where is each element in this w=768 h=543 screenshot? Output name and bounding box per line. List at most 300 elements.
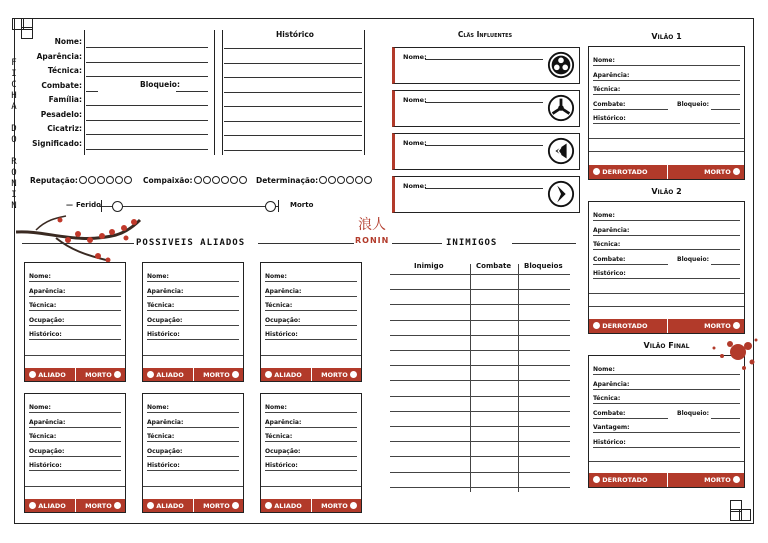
ally-blank-line[interactable] xyxy=(147,478,239,488)
enemy-row-line[interactable] xyxy=(390,472,570,473)
enemy-row-line[interactable] xyxy=(390,335,570,336)
enemy-row-line[interactable] xyxy=(390,456,570,457)
villain-field[interactable] xyxy=(593,57,740,67)
tomoe-icon xyxy=(547,51,575,79)
villain2-card xyxy=(588,201,745,334)
clan-box[interactable] xyxy=(392,133,580,170)
enemy-row-line[interactable] xyxy=(390,396,570,397)
ally-label: ALIADO xyxy=(274,371,302,379)
reputacao-label: Reputação: xyxy=(30,176,78,185)
clan-box[interactable] xyxy=(392,90,580,127)
tracker-circle[interactable] xyxy=(79,176,87,184)
enemy-row-line[interactable] xyxy=(390,487,570,488)
character-field[interactable] xyxy=(22,52,208,64)
field-label: Nome: xyxy=(54,37,82,46)
ally-status-bar xyxy=(25,499,125,512)
ally-status-bar xyxy=(261,368,361,381)
vertical-title-letter: I xyxy=(11,69,17,79)
tracker-circle[interactable] xyxy=(328,176,336,184)
ally-toggle[interactable] xyxy=(29,371,66,379)
tracker-circle[interactable] xyxy=(88,176,96,184)
historico-line[interactable] xyxy=(224,106,362,107)
villain-field[interactable] xyxy=(593,424,740,434)
ally-field[interactable] xyxy=(265,288,357,298)
clans-title: Clãs Influentes xyxy=(457,30,513,39)
tracker-circle[interactable] xyxy=(364,176,372,184)
field-label: Aparência: xyxy=(36,51,82,61)
villain-field[interactable] xyxy=(593,101,740,111)
ally-field[interactable] xyxy=(147,273,239,283)
villain-field[interactable] xyxy=(593,410,740,420)
field-label: Família: xyxy=(48,95,82,104)
ally-dot-icon xyxy=(29,502,36,509)
field-line xyxy=(29,325,121,326)
enemy-row-line[interactable] xyxy=(390,320,570,321)
field-line xyxy=(593,418,668,419)
vertical-title-letter: O xyxy=(11,168,17,178)
col-bloqueios: Bloqueios xyxy=(524,262,563,270)
field-line xyxy=(86,149,208,150)
vertical-title-letter: H xyxy=(11,91,17,101)
field-label: Técnica: xyxy=(147,302,175,309)
defeated-toggle[interactable] xyxy=(593,476,648,484)
ally-status-bar xyxy=(25,368,125,381)
col-inimigo: Inimigo xyxy=(414,262,444,270)
ally-blank-line[interactable] xyxy=(265,478,357,488)
villain-status-bar xyxy=(589,319,744,333)
determinacao-tracker[interactable] xyxy=(256,176,372,185)
tracker-circle[interactable] xyxy=(194,176,202,184)
field-label: Histórico: xyxy=(593,115,626,122)
determinacao-label: Determinação: xyxy=(256,176,319,185)
field-line xyxy=(261,486,361,487)
tick xyxy=(278,200,279,212)
field-line xyxy=(176,91,208,92)
field-line xyxy=(29,339,121,340)
ally-field[interactable] xyxy=(29,419,121,429)
col-divider xyxy=(470,264,471,492)
field-label: Aparência: xyxy=(265,418,302,426)
field-line xyxy=(711,109,740,110)
enemy-row-line[interactable] xyxy=(390,380,570,381)
villain-status-bar xyxy=(589,473,744,487)
tracker-circle[interactable] xyxy=(319,176,327,184)
ally-toggle[interactable] xyxy=(29,502,66,510)
clan-name-line xyxy=(425,102,543,103)
dead-dot-icon xyxy=(350,502,357,509)
field-line xyxy=(147,325,239,326)
field-line xyxy=(143,486,243,487)
field-line xyxy=(29,310,121,311)
field-label: Técnica: xyxy=(147,433,175,440)
field-label: Ocupação: xyxy=(265,316,301,324)
field-label: Pesadelo: xyxy=(40,109,82,119)
field-line xyxy=(29,281,121,282)
field-label: Técnica: xyxy=(29,302,57,309)
dead-dot-icon xyxy=(733,476,740,483)
ally-field[interactable] xyxy=(147,419,239,429)
clan-name-label: Nome: xyxy=(403,139,427,147)
col-combate: Combate xyxy=(476,262,512,270)
ally-field[interactable] xyxy=(265,419,357,429)
morto-label: Morto xyxy=(290,201,314,209)
field-label: Combate: xyxy=(593,409,626,417)
character-field[interactable] xyxy=(22,95,208,107)
villain-blank-line[interactable] xyxy=(593,298,740,308)
vertical-title-letter xyxy=(7,146,21,157)
villain-status-bar xyxy=(589,165,744,179)
field-label: Técnica: xyxy=(29,433,57,440)
character-field[interactable] xyxy=(22,139,208,151)
compaixao-tracker[interactable] xyxy=(143,176,247,185)
dead-toggle[interactable] xyxy=(704,322,740,330)
enemy-row-line[interactable] xyxy=(390,274,570,275)
cherry-branch-decoration xyxy=(16,210,146,270)
character-field[interactable] xyxy=(22,66,208,78)
villain-field[interactable] xyxy=(593,72,740,82)
field-line xyxy=(589,306,744,307)
ally-field[interactable] xyxy=(147,317,239,327)
villain-field[interactable] xyxy=(593,395,740,405)
field-label: Combate: xyxy=(593,100,626,108)
field-line xyxy=(29,441,121,442)
field-label: Nome: xyxy=(265,273,287,280)
clan-box[interactable] xyxy=(392,47,580,84)
defeated-label: DERROTADO xyxy=(602,168,648,176)
character-field[interactable] xyxy=(22,37,208,49)
enemies-title: INIMIGOS xyxy=(446,238,498,248)
villain-field[interactable] xyxy=(593,115,740,125)
field-line xyxy=(593,80,740,81)
ally-field[interactable] xyxy=(147,331,239,341)
tracker-circle[interactable] xyxy=(115,176,123,184)
vertical-title-letter: R xyxy=(11,157,17,167)
field-line xyxy=(86,47,208,48)
villain-field[interactable] xyxy=(593,270,740,280)
ally-status-bar xyxy=(261,499,361,512)
clan-name-line xyxy=(425,145,543,146)
clan-box[interactable] xyxy=(392,176,580,213)
arrow-left-icon xyxy=(547,137,575,165)
vertical-title-letter: D xyxy=(11,124,17,134)
divider xyxy=(84,30,85,155)
ally-field[interactable] xyxy=(29,404,121,414)
villain-field[interactable] xyxy=(593,86,740,96)
ally-label: ALIADO xyxy=(38,502,66,510)
character-field[interactable] xyxy=(22,110,208,122)
ally-dot-icon xyxy=(265,502,272,509)
field-line xyxy=(147,281,239,282)
tracker-circle[interactable] xyxy=(355,176,363,184)
field-line xyxy=(589,461,744,462)
tracker-circle[interactable] xyxy=(97,176,105,184)
ally-dot-icon xyxy=(265,371,272,378)
ally-field[interactable] xyxy=(265,273,357,283)
villain-blank-line[interactable] xyxy=(593,453,740,463)
ally-dot-icon xyxy=(29,371,36,378)
field-line xyxy=(147,339,239,340)
clan-name-line xyxy=(425,59,543,60)
wound-line xyxy=(100,206,278,207)
field-line xyxy=(29,412,121,413)
field-label: Nome: xyxy=(265,404,287,411)
field-line xyxy=(589,151,744,152)
ally-field[interactable] xyxy=(147,462,239,472)
enemy-row-line[interactable] xyxy=(390,426,570,427)
villain-field[interactable] xyxy=(593,241,740,251)
clan-name-label: Nome: xyxy=(403,96,427,104)
field-line xyxy=(593,123,740,124)
ferido-label: Ferido xyxy=(76,201,101,209)
field-line xyxy=(265,325,357,326)
dead-dot-icon xyxy=(114,502,121,509)
rule xyxy=(258,243,354,244)
dead-toggle[interactable] xyxy=(704,168,740,176)
field-label: Histórico: xyxy=(593,438,626,446)
tracker-circle[interactable] xyxy=(221,176,229,184)
ally-dot-icon xyxy=(147,502,154,509)
ally-field[interactable] xyxy=(147,433,239,443)
corner-ornament-bottom-right xyxy=(730,500,752,522)
villain-field[interactable] xyxy=(593,227,740,237)
ally-toggle[interactable] xyxy=(147,502,184,510)
ally-field[interactable] xyxy=(29,288,121,298)
ally-card[interactable] xyxy=(260,393,362,513)
tracker-circle[interactable] xyxy=(346,176,354,184)
field-line xyxy=(593,249,740,250)
divider xyxy=(222,30,223,155)
field-line xyxy=(86,105,208,106)
villain-blank-line[interactable] xyxy=(593,143,740,153)
field-label: Técnica: xyxy=(47,66,82,75)
field-label: Aparência: xyxy=(593,226,630,234)
field-line xyxy=(593,447,740,448)
field-line xyxy=(29,296,121,297)
rule xyxy=(22,243,134,244)
field-line xyxy=(589,138,744,139)
field-label: Histórico: xyxy=(147,331,180,338)
character-field[interactable] xyxy=(22,81,208,93)
rule xyxy=(512,243,576,244)
ally-field[interactable] xyxy=(265,404,357,414)
ally-blank-line[interactable] xyxy=(29,347,121,357)
ally-label: ALIADO xyxy=(38,371,66,379)
col-divider xyxy=(518,264,519,492)
ally-field[interactable] xyxy=(29,331,121,341)
defeated-toggle[interactable] xyxy=(593,168,648,176)
field-line xyxy=(265,441,357,442)
ally-field[interactable] xyxy=(265,462,357,472)
ally-blank-line[interactable] xyxy=(147,347,239,357)
villain-blank-line[interactable] xyxy=(593,285,740,295)
field-line xyxy=(147,412,239,413)
field-line xyxy=(265,339,357,340)
field-label: Combate: xyxy=(593,255,626,263)
ally-status-bar xyxy=(143,368,243,381)
ally-dot-icon xyxy=(147,371,154,378)
wound-end-circle[interactable] xyxy=(265,201,276,212)
vertical-title-letter: N xyxy=(11,179,17,189)
tracker-circle[interactable] xyxy=(337,176,345,184)
enemy-row-line[interactable] xyxy=(390,441,570,442)
field-line xyxy=(25,355,125,356)
historico-line[interactable] xyxy=(224,92,362,93)
dead-toggle[interactable] xyxy=(321,371,357,379)
ally-label: ALIADO xyxy=(156,502,184,510)
historico-line[interactable] xyxy=(224,48,362,49)
ally-field[interactable] xyxy=(29,273,121,283)
ally-blank-line[interactable] xyxy=(265,347,357,357)
vertical-title-letter xyxy=(7,113,21,124)
dead-dot-icon xyxy=(733,322,740,329)
ally-status-bar xyxy=(143,499,243,512)
tracker-circle[interactable] xyxy=(212,176,220,184)
field-line xyxy=(265,412,357,413)
field-label: Aparência: xyxy=(147,418,184,426)
enemy-row-line[interactable] xyxy=(390,304,570,305)
dead-toggle[interactable] xyxy=(85,502,121,510)
field-line xyxy=(86,134,208,135)
tracker-circle[interactable] xyxy=(124,176,132,184)
field-label: Ocupação: xyxy=(29,316,65,324)
field-line xyxy=(265,296,357,297)
ally-card[interactable] xyxy=(24,262,126,382)
character-field[interactable] xyxy=(22,124,208,136)
clan-name-label: Nome: xyxy=(403,182,427,190)
ally-toggle[interactable] xyxy=(147,371,184,379)
dead-toggle[interactable] xyxy=(704,476,740,484)
rule xyxy=(392,243,442,244)
field-line xyxy=(711,418,740,419)
ally-field[interactable] xyxy=(265,317,357,327)
ally-field[interactable] xyxy=(147,288,239,298)
ally-field[interactable] xyxy=(29,317,121,327)
enemy-row-line[interactable] xyxy=(390,289,570,290)
ally-field[interactable] xyxy=(265,448,357,458)
ally-toggle[interactable] xyxy=(265,371,302,379)
field-line xyxy=(147,456,239,457)
ally-field[interactable] xyxy=(29,462,121,472)
dead-toggle[interactable] xyxy=(203,502,239,510)
field-line xyxy=(147,441,239,442)
vertical-title-letter: N xyxy=(11,201,17,211)
field-label: Nome: xyxy=(593,366,615,373)
field-label: Nome: xyxy=(29,404,51,411)
ally-field[interactable] xyxy=(265,433,357,443)
dead-dot-icon xyxy=(232,371,239,378)
tracker-circle[interactable] xyxy=(239,176,247,184)
tracker-circle[interactable] xyxy=(230,176,238,184)
ally-card[interactable] xyxy=(260,262,362,382)
defeated-toggle[interactable] xyxy=(593,322,648,330)
field-line xyxy=(593,220,740,221)
field-line xyxy=(86,62,208,63)
dead-label: MORTO xyxy=(704,476,731,484)
field-line xyxy=(711,264,740,265)
villain-blank-line[interactable] xyxy=(593,130,740,140)
dead-label: MORTO xyxy=(321,502,348,510)
ally-field[interactable] xyxy=(29,448,121,458)
tracker-circle[interactable] xyxy=(106,176,114,184)
field-line xyxy=(593,94,740,95)
ally-field[interactable] xyxy=(29,302,121,312)
historico-line[interactable] xyxy=(224,63,362,64)
field-line xyxy=(593,278,740,279)
field-line xyxy=(593,65,740,66)
ally-field[interactable] xyxy=(265,331,357,341)
ally-card[interactable] xyxy=(24,393,126,513)
ally-label: ALIADO xyxy=(274,502,302,510)
field-line xyxy=(143,355,243,356)
dead-label: MORTO xyxy=(704,168,731,176)
ally-blank-line[interactable] xyxy=(29,478,121,488)
dead-dot-icon xyxy=(114,371,121,378)
villain-field[interactable] xyxy=(593,381,740,391)
reputacao-tracker[interactable] xyxy=(30,176,132,185)
clan-name-label: Nome: xyxy=(403,53,427,61)
villain1-title: Vilão 1 xyxy=(651,32,682,41)
ally-card[interactable] xyxy=(142,262,244,382)
dead-toggle[interactable] xyxy=(85,371,121,379)
defeated-dot-icon xyxy=(593,476,600,483)
villain-field[interactable] xyxy=(593,439,740,449)
tracker-circle[interactable] xyxy=(203,176,211,184)
field-line xyxy=(265,310,357,311)
field-line xyxy=(265,470,357,471)
villain2-title: Vilão 2 xyxy=(651,187,682,196)
historico-line[interactable] xyxy=(224,150,362,151)
field-line xyxy=(29,470,121,471)
ally-field[interactable] xyxy=(147,302,239,312)
ally-field[interactable] xyxy=(147,404,239,414)
ally-toggle[interactable] xyxy=(265,502,302,510)
ally-field[interactable] xyxy=(29,433,121,443)
ronin-brand: RONIN xyxy=(355,236,390,245)
divider xyxy=(214,30,215,155)
field-label: Ocupação: xyxy=(265,447,301,455)
enemy-row-line[interactable] xyxy=(390,350,570,351)
historico-line[interactable] xyxy=(224,135,362,136)
field-line xyxy=(29,427,121,428)
field-line xyxy=(147,427,239,428)
field-line xyxy=(265,427,357,428)
field-line xyxy=(593,389,740,390)
defeated-label: DERROTADO xyxy=(602,322,648,330)
blood-splatter-decoration xyxy=(700,332,760,382)
ally-field[interactable] xyxy=(265,302,357,312)
field-label: Significado: xyxy=(32,138,82,148)
villain-field[interactable] xyxy=(593,256,740,266)
vertical-title-letter: C xyxy=(11,80,17,90)
field-label: Nome: xyxy=(29,273,51,280)
dead-label: MORTO xyxy=(203,371,230,379)
field-label: Aparência: xyxy=(593,380,630,388)
enemy-row-line[interactable] xyxy=(390,411,570,412)
ally-field[interactable] xyxy=(147,448,239,458)
enemy-row-line[interactable] xyxy=(390,365,570,366)
dead-label: MORTO xyxy=(85,371,112,379)
vertical-title xyxy=(7,58,21,212)
ally-card[interactable] xyxy=(142,393,244,513)
dead-toggle[interactable] xyxy=(321,502,357,510)
field-line xyxy=(86,76,208,77)
field-label: Técnica: xyxy=(593,395,621,402)
enemies-table xyxy=(390,262,570,492)
historico-line[interactable] xyxy=(224,121,362,122)
historico-line[interactable] xyxy=(224,77,362,78)
villain-field[interactable] xyxy=(593,212,740,222)
dead-toggle[interactable] xyxy=(203,371,239,379)
